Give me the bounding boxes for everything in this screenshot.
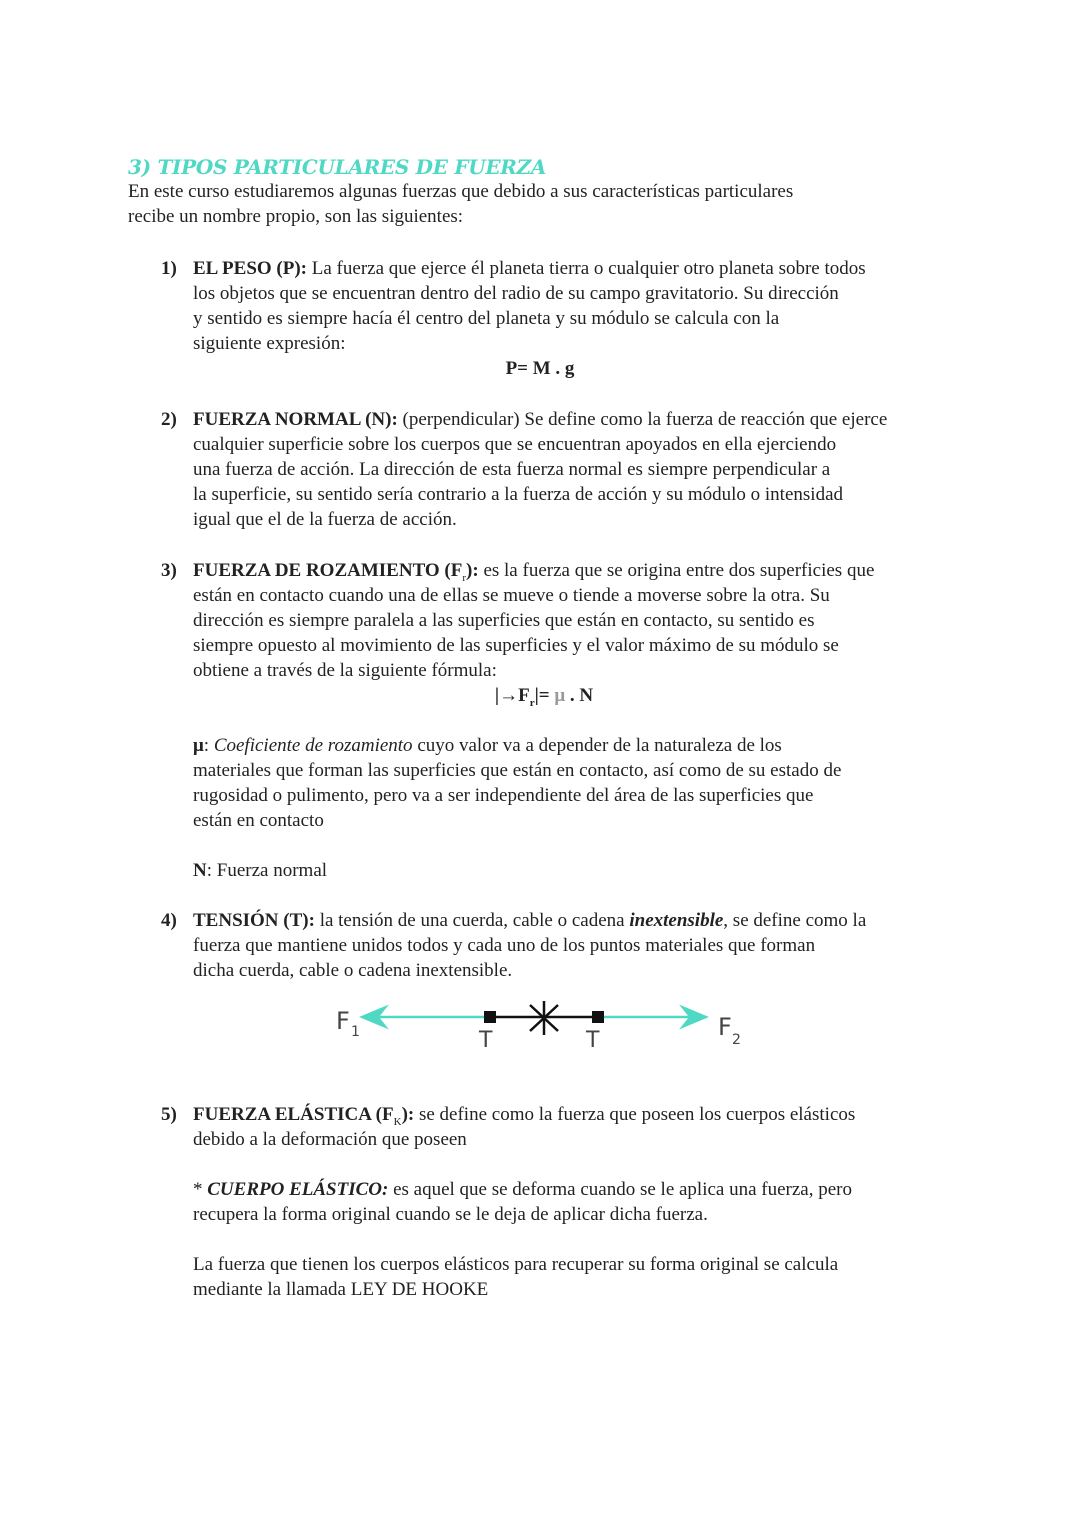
formula-part: . N [565, 685, 594, 706]
formula-peso: P= M . g [505, 358, 575, 379]
text-segment: r [462, 571, 467, 584]
text-segment: Coeficiente de rozamiento [213, 735, 413, 756]
text-segment: una fuerza de acción. La dirección de esta fuerza normal es siempre perpendicular a [193, 459, 831, 480]
text-segment: obtiene a través de la siguiente fórmula: [193, 660, 497, 681]
text-segment: La fuerza que tienen los cuerpos elásticos para recuperar su forma original se calcula [193, 1254, 839, 1275]
hooke-line [193, 1277, 488, 1302]
text-segment: mediante la llamada LEY DE HOOKE [193, 1279, 489, 1300]
text-segment: están en contacto [193, 810, 324, 831]
item-line [193, 908, 866, 933]
cuerpo-elastico-line [193, 1177, 852, 1202]
section-title: 3) TIPOS PARTICULARES DE FUERZA [128, 155, 547, 179]
text-segment: EL PESO (P): [193, 258, 308, 279]
formula-mu: μ [554, 685, 566, 706]
formula-rozamiento [0, 683, 1080, 716]
text-segment: * [193, 1179, 208, 1200]
item-number: 4) [161, 910, 177, 931]
text-segment: (perpendicular) Se define como la fuerza de reacción que ejerce [397, 409, 888, 430]
text-segment: μ [193, 735, 204, 756]
item-line [193, 432, 836, 457]
text-segment: los objetos que se encuentran dentro del radio de su campo gravitatorio. Su dirección [193, 283, 839, 304]
text-segment: y sentido es siempre hacía él centro del planeta y su módulo se calcula con la [193, 308, 780, 329]
mu-definition-line [193, 783, 813, 808]
item-number: 5) [161, 1104, 177, 1125]
item-number: 1) [161, 258, 177, 279]
mu-definition-line [193, 758, 841, 783]
text-segment: siguiente expresión: [193, 333, 346, 354]
text-segment: N [193, 860, 207, 881]
text-segment: La fuerza que ejerce él planeta tierra o cualquier otro planeta sobre todos [307, 258, 866, 279]
text-segment: : [203, 735, 214, 756]
text-segment: fuerza que mantiene unidos todos y cada uno de los puntos materiales que forman [193, 935, 816, 956]
formula-part: |→F [494, 685, 530, 706]
item-line [193, 633, 839, 658]
tension-point-left [484, 1011, 496, 1023]
cuerpo-elastico-line [193, 1202, 708, 1227]
item-line [193, 407, 887, 432]
text-segment: siempre opuesto al movimiento de las superficies y el valor máximo de su módulo se [193, 635, 839, 656]
item-line [193, 958, 512, 983]
text-segment: TENSIÓN (T): [193, 910, 315, 931]
f1-subscript: 1 [351, 1024, 360, 1040]
text-segment: K [393, 1115, 402, 1128]
text-segment: ): [466, 560, 479, 581]
item-number: 3) [161, 560, 177, 581]
text-segment: : Fuerza normal [206, 860, 328, 881]
text-segment: se define como la fuerza que poseen los cuerpos elásticos [414, 1104, 856, 1125]
item-line [193, 1127, 467, 1152]
n-definition-line [193, 858, 327, 883]
text-segment: están en contacto cuando una de ellas se mueve o tiende a moverse sobre la otra. Su [193, 585, 830, 606]
item-line [193, 933, 815, 958]
item-number: 2) [161, 409, 177, 430]
mu-definition-line [193, 808, 324, 833]
f2-label: F [718, 1013, 732, 1041]
text-segment: , se define como la [723, 910, 867, 931]
text-segment: rugosidad o pulimento, pero va a ser independiente del área de las superficies que [193, 785, 814, 806]
item-line [193, 306, 779, 331]
item-line [193, 457, 830, 482]
text-segment: dicha cuerda, cable o cadena inextensible. [193, 960, 513, 981]
text-segment: cuyo valor va a depender de la naturaleza de los [412, 735, 782, 756]
item-line [193, 583, 830, 608]
item-line [193, 331, 346, 356]
f1-label: F [336, 1007, 350, 1035]
tension-label-right: T [586, 1028, 600, 1053]
text-segment: la tensión de una cuerda, cable o cadena [314, 910, 630, 931]
text-segment: FUERZA NORMAL (N): [193, 409, 398, 430]
f2-subscript: 2 [732, 1032, 741, 1048]
text-segment: materiales que forman las superficies que están en contacto, así como de su estado de [193, 760, 842, 781]
mu-definition-line [193, 733, 782, 758]
text-segment: inextensible [629, 910, 724, 931]
intro-line: recibe un nombre propio, son las siguientes: [128, 206, 464, 227]
text-segment: dirección es siempre paralela a las superficies que están en contacto, su sentido es [193, 610, 815, 631]
item-line [193, 482, 843, 507]
hooke-line [193, 1252, 838, 1277]
item-line [193, 256, 866, 281]
text-segment: debido a la deformación que poseen [193, 1129, 467, 1150]
item-line [193, 658, 497, 683]
text-segment: ): [401, 1104, 415, 1125]
text-segment: cualquier superficie sobre los cuerpos que se encuentran apoyados en ella ejerciendo [193, 434, 837, 455]
formula-part: |= [534, 685, 555, 706]
text-segment: FUERZA DE ROZAMIENTO (F [193, 560, 463, 581]
tension-label-left: T [479, 1028, 493, 1053]
tension-diagram [320, 995, 760, 1055]
text-segment: FUERZA ELÁSTICA (F [193, 1104, 394, 1125]
text-segment: recupera la forma original cuando se le deja de aplicar dicha fuerza. [193, 1204, 708, 1225]
text-segment: igual que el de la fuerza de acción. [193, 509, 457, 530]
text-segment: la superficie, su sentido sería contrario a la fuerza de acción y su módulo o intensidad [193, 484, 843, 505]
intro-line: En este curso estudiaremos algunas fuerzas que debido a sus características particulares [128, 181, 794, 202]
item-line [193, 281, 839, 306]
text-segment: CUERPO ELÁSTICO: [207, 1179, 389, 1200]
text-segment: es aquel que se deforma cuando se le aplica una fuerza, pero [388, 1179, 853, 1200]
tension-point-right [592, 1011, 604, 1023]
text-segment: es la fuerza que se origina entre dos superficies que [478, 560, 875, 581]
item-line [193, 507, 457, 532]
formula-sub: r [529, 696, 535, 709]
item-line [193, 608, 814, 633]
